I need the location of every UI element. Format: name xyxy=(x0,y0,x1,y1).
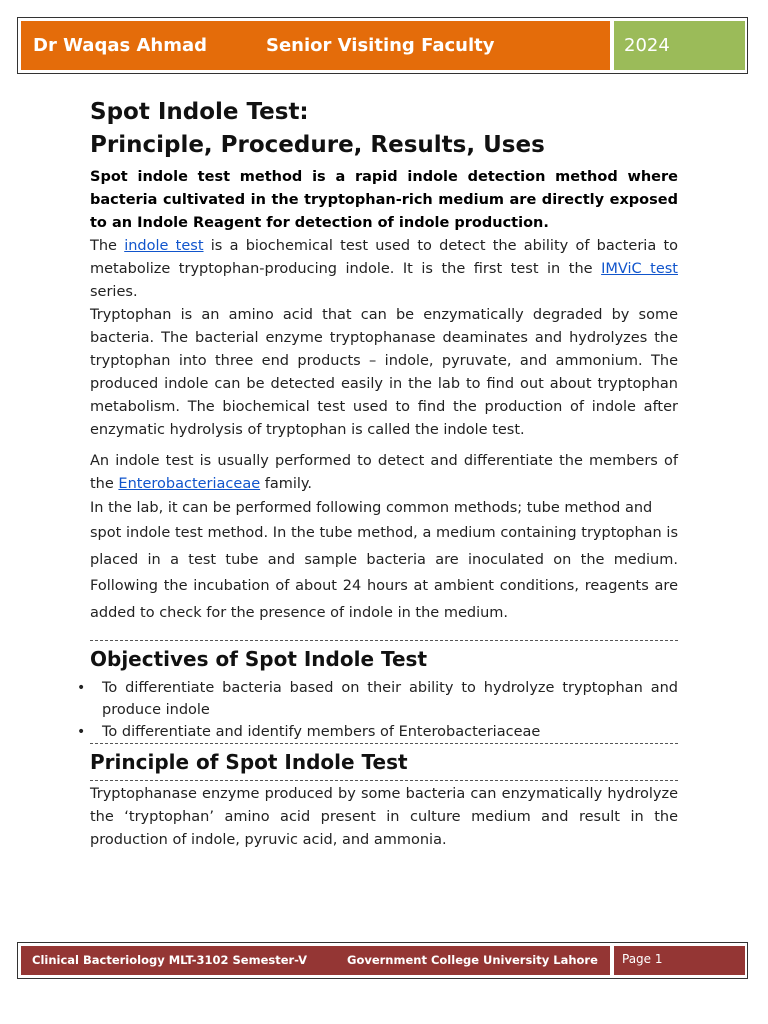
list-item xyxy=(77,677,678,721)
author-name: Dr Waqas Ahmad xyxy=(33,35,207,56)
header-year-box xyxy=(614,21,745,70)
title-line-1: Spot Indole Test: xyxy=(90,99,309,125)
lead-paragraph: Spot indole test method is a rapid indole detection method where bacteria cultivated in the tryptophan-rich medium are directly exposed to an Indole Reagent for detection of indole production. xyxy=(90,169,678,231)
principle-paragraph: Tryptophanase enzyme produced by some bacteria can enzymatically hydrolyze the ‘tryptophan’ amino acid present in culture medium and result in the production of indole, pyruvic acid, and ammonia. xyxy=(90,786,678,848)
paragraph-intro xyxy=(90,235,678,304)
p1-pre: The xyxy=(90,238,125,254)
indole-test-link[interactable]: indole test xyxy=(124,238,204,254)
list-item xyxy=(77,721,678,743)
p3-pre: An indole test is usually performed to detect and differentiate the members of the xyxy=(90,453,678,492)
objectives-heading: Objectives of Spot Indole Test xyxy=(90,647,428,671)
bullet-icon: • xyxy=(77,724,86,740)
footer-university: Government College University Lahore xyxy=(347,953,598,967)
document-body xyxy=(77,96,678,852)
paragraph-enterobacteriaceae xyxy=(90,450,678,496)
p1-mid: is a biochemical test used to detect the ability of bacteria to metabolize tryptophan-producing indole. It is the first test in the xyxy=(90,238,678,277)
objective-text: To differentiate bacteria based on their ability to hydrolyze tryptophan and produce indole xyxy=(102,680,678,718)
footer-course: Clinical Bacteriology MLT-3102 Semester-V xyxy=(32,953,308,967)
enterobacteriaceae-link[interactable]: Enterobacteriaceae xyxy=(118,476,261,492)
page-title xyxy=(90,96,678,162)
p3-post: family. xyxy=(260,476,313,492)
imvic-test-link[interactable]: IMViC test xyxy=(601,261,678,277)
footer-banner xyxy=(21,946,610,975)
paragraph-methods: spot indole test method. In the tube method, a medium containing tryptophan is placed in a test tube and sample bacteria are inoculated on the medium. Following the incubation of about 24 hours at ambient conditions, reagents are added to check for the presence of indole in the medium. xyxy=(90,525,678,621)
p1-post: series. xyxy=(90,284,138,300)
objectives-list xyxy=(77,677,678,743)
principle-heading: Principle of Spot Indole Test xyxy=(90,750,408,774)
page-number: Page 1 xyxy=(622,952,663,966)
header-year: 2024 xyxy=(624,35,670,56)
paragraph-tryptophan: Tryptophan is an amino acid that can be enzymatically degraded by some bacteria. The bacterial enzyme tryptophanase deaminates and hydrolyzes the tryptophan into three end products – indole, pyruvate, and ammonium. The produced indole can be detected easily in the lab to find out about tryptophan metabolism. The biochemical test used to find the production of indole after enzymatic hydrolysis of tryptophan is called the indole test. xyxy=(90,307,678,438)
author-role: Senior Visiting Faculty xyxy=(266,35,495,56)
objective-text: To differentiate and identify members of Enterobacteriaceae xyxy=(102,724,541,740)
header-banner xyxy=(21,21,610,70)
bullet-icon: • xyxy=(77,680,86,696)
paragraph-methods-line: In the lab, it can be performed following common methods; tube method and xyxy=(90,500,653,516)
section-divider xyxy=(90,780,678,781)
title-line-2: Principle, Procedure, Results, Uses xyxy=(90,132,545,158)
footer-page-box xyxy=(614,946,745,975)
